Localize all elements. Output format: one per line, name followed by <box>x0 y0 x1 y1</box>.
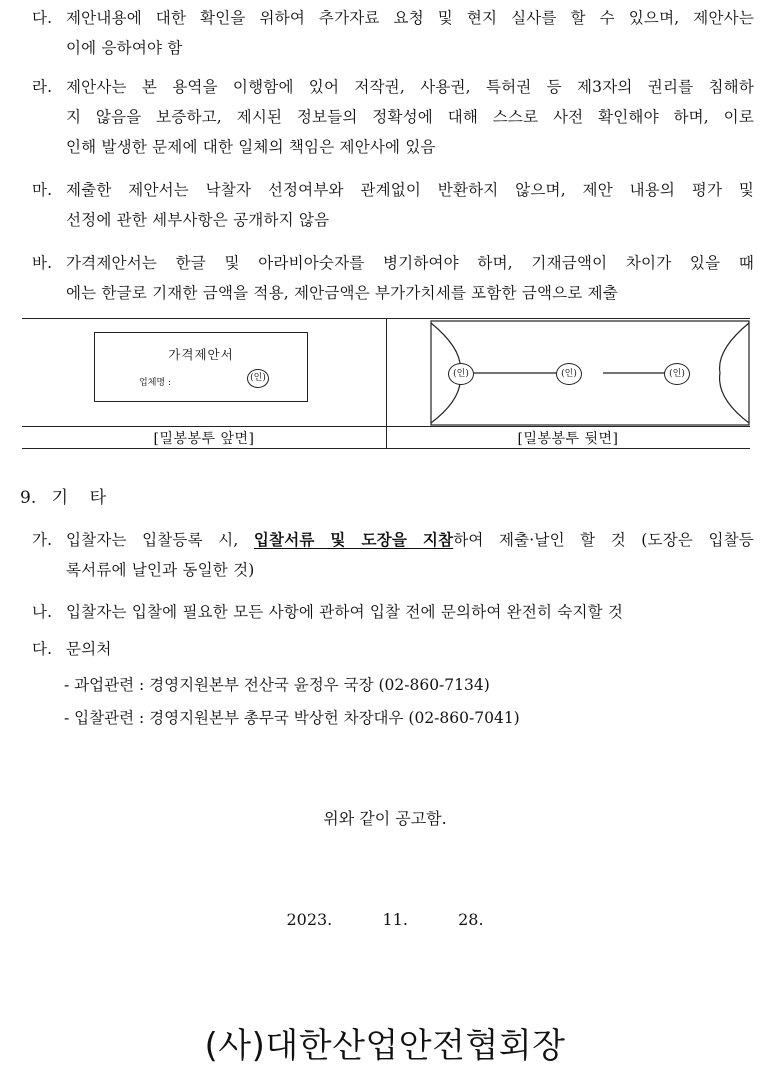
clause-ba <box>32 248 754 308</box>
item-line: 입찰자는 입찰에 필요한 모든 사항에 관하여 입찰 전에 문의하여 완전히 숙지할 것 <box>66 603 624 621</box>
back-seal-right-icon: (인) <box>664 363 690 385</box>
contact-bid: - 입찰관련 : 경영지원본부 총무국 박상헌 차장대우 (02-860-7041) <box>64 709 520 727</box>
clause-line: 이에 응하여야 함 <box>66 39 183 57</box>
clause-line: 선정에 관한 세부사항은 공개하지 않음 <box>66 211 330 229</box>
clause-marker: 마. <box>32 181 53 199</box>
section-item-ga <box>32 525 754 585</box>
item-line: 록서류에 날인과 동일한 것) <box>66 561 255 579</box>
front-seal-icon: (인) <box>247 369 269 388</box>
section-number: 9. <box>20 488 37 508</box>
clause-line: 가격제안서는 한글 및 아라비아숫자를 병기하여야 하며, 기재금액이 차이가 있을 때 <box>66 254 754 272</box>
clause-ma <box>32 175 754 235</box>
back-seal-center-icon: (인) <box>556 363 582 385</box>
back-right-flap <box>720 323 749 423</box>
front-caption: [밀봉봉투 앞면] <box>153 431 255 447</box>
section-heading <box>20 483 106 508</box>
envelope-table <box>22 318 750 448</box>
clause-line: 지 않음을 보증하고, 제시된 정보들의 정확성에 대해 스스로 사전 확인해야 하며, 이로 <box>66 108 754 126</box>
date-month: 11. <box>382 910 408 929</box>
section-title: 기 타 <box>51 488 107 508</box>
clause-line: 제안사는 본 용역을 이행함에 있어 저작권, 사용권, 특허권 등 제3자의 권리를 침해하 <box>66 78 754 96</box>
item-line: 문의처 <box>66 640 112 658</box>
item-text-post: 하여 제출·날인 할 것 (도장은 입찰등 <box>453 531 754 549</box>
clause-line: 제안내용에 대한 확인을 위하여 추가자료 요청 및 현지 실사를 할 수 있으며, 제안사는 <box>66 9 754 27</box>
item-text-pre: 입찰자는 입찰등록 시, <box>66 531 254 549</box>
item-marker: 나. <box>32 603 53 621</box>
section-item-na <box>32 597 754 627</box>
clause-marker: 다. <box>32 9 53 27</box>
envelope-front-drawing <box>94 332 308 402</box>
envelope-back-drawing <box>430 320 750 426</box>
back-seal-left-icon: (인) <box>448 363 474 385</box>
front-title: 가격제안서 <box>168 347 234 362</box>
clause-marker: 라. <box>32 78 53 96</box>
issuer-signature: (사)대한산업안전협회장 <box>204 1026 566 1066</box>
back-caption: [밀봉봉투 뒷면] <box>517 431 619 447</box>
section-item-da <box>32 634 754 664</box>
item-marker: 가. <box>32 531 53 549</box>
item-line <box>66 525 754 555</box>
date-year: 2023. <box>286 910 333 929</box>
announcement-date <box>0 910 770 929</box>
closing-statement: 위와 같이 공고함. <box>323 809 447 828</box>
contact-work: - 과업관련 : 경영지원본부 전산국 윤정우 국장 (02-860-7134) <box>64 676 490 694</box>
clause-marker: 바. <box>32 254 53 272</box>
date-day: 28. <box>458 910 484 929</box>
clause-line: 에는 한글로 기재한 금액을 적용, 제안금액은 부가가치세를 포함한 금액으로 제출 <box>66 284 618 302</box>
front-company-label: 업체명 : <box>139 378 171 388</box>
clause-line: 제출한 제안서는 낙찰자 선정여부와 관계없이 반환하지 않으며, 제안 내용의 평가 및 <box>66 181 754 199</box>
clause-da <box>32 3 754 63</box>
clause-line: 인해 발생한 문제에 대한 일체의 책임은 제안사에 있음 <box>66 138 436 156</box>
item-marker: 다. <box>32 640 53 658</box>
item-text-underlined: 입찰서류 및 도장을 지참 <box>253 530 454 549</box>
clause-ra <box>32 72 754 162</box>
